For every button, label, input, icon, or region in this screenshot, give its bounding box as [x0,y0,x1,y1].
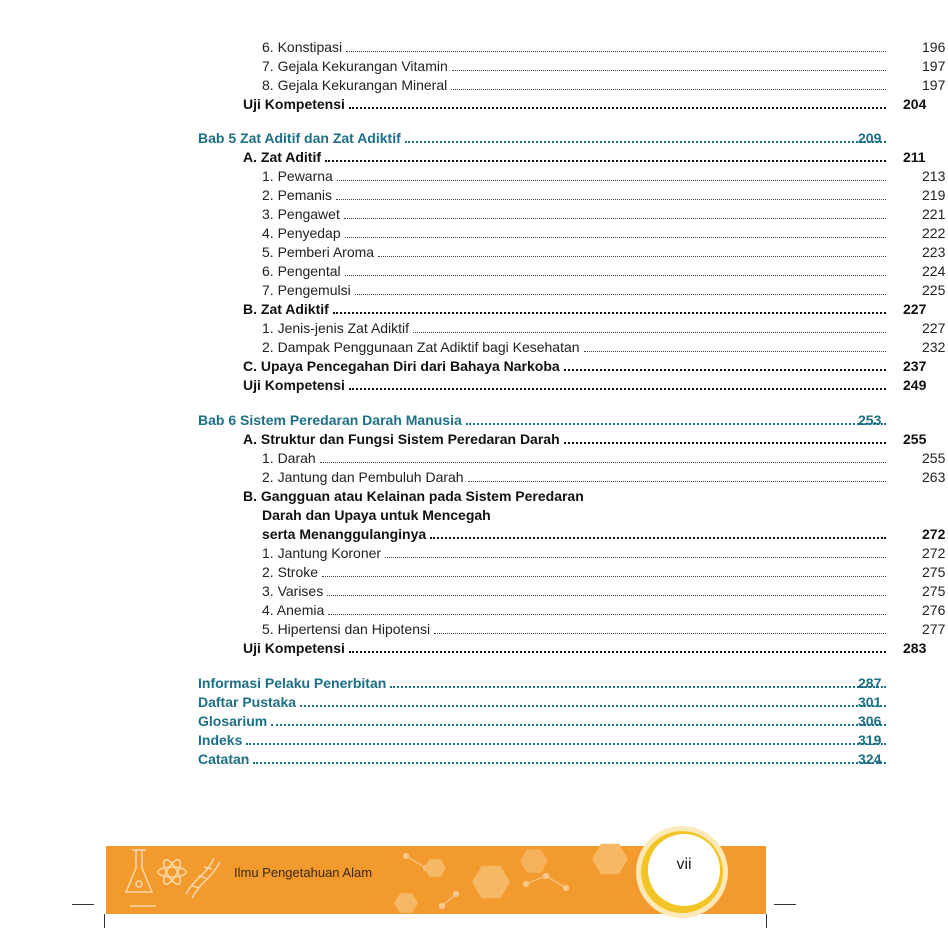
leader-dots [328,602,886,615]
leader-dots [253,750,886,764]
toc-entry[interactable] [262,620,946,638]
toc-entry[interactable] [262,449,946,467]
toc-section-page: 255 [903,431,927,447]
leader-dots [385,545,886,558]
leader-dots [413,320,886,333]
toc-entry[interactable] [262,224,946,242]
toc-section[interactable] [243,357,928,375]
toc-section-page: 227 [903,301,927,317]
crop-mark [72,904,94,905]
crop-mark [774,904,796,905]
leader-dots [333,300,886,314]
toc-entry-page: 263 [922,469,946,485]
toc-entry[interactable] [262,582,946,600]
toc-entry[interactable] [262,76,946,94]
leader-dots [430,525,886,539]
toc-section-title: serta Menanggulanginya [262,526,427,542]
toc-entry-page: 277 [922,621,946,637]
toc-entry-page: 255 [922,450,946,466]
toc-entry[interactable] [262,281,946,299]
toc-entry[interactable] [262,338,946,356]
toc-entry-uji-kompetensi[interactable] [243,376,928,394]
toc-chapter-title: Bab 6 Sistem Peredaran Darah Manusia [198,412,462,428]
leader-dots [564,357,886,371]
toc-entry-title: 1. Pewarna [262,168,333,184]
toc-entry-page: 223 [922,244,946,260]
toc-entry-title: 6. Konstipasi [262,39,343,55]
toc-entry-page: 283 [903,640,927,656]
leader-dots [452,58,886,71]
toc-entry-page: 197 [922,77,946,93]
leader-dots [337,168,886,181]
toc-entry-page: 232 [922,339,946,355]
toc-entry[interactable] [262,601,946,619]
toc-chapter-6[interactable] [198,411,928,429]
toc-entry-uji-kompetensi[interactable] [243,95,928,113]
leader-dots [320,450,886,463]
toc-entry-title: 2. Pemanis [262,187,333,203]
toc-entry-title: Catatan [198,751,250,767]
toc-entry-page: 276 [922,602,946,618]
toc-entry-title: 4. Penyedap [262,225,341,241]
toc-entry[interactable] [262,319,946,337]
toc-backmatter-entry[interactable] [198,674,928,692]
toc-entry-title: Indeks [198,732,243,748]
toc-section-page: 237 [903,358,927,374]
toc-entry-page: 306 [858,713,882,729]
toc-entry-page: 221 [922,206,946,222]
leader-dots [355,282,886,295]
crop-mark [104,914,105,928]
toc-entry-title: 1. Darah [262,450,316,466]
toc-entry-title: 8. Gejala Kekurangan Mineral [262,77,448,93]
toc-entry[interactable] [262,167,946,185]
leader-dots [564,430,886,444]
toc-entry[interactable] [262,563,946,581]
leader-dots [271,712,886,726]
toc-entry-page: 272 [922,545,946,561]
toc-chapter-5[interactable] [198,129,928,147]
toc-entry-page: 249 [903,377,927,393]
toc-entry-title: 3. Pengawet [262,206,340,222]
toc-section-line[interactable]: B. Gangguan atau Kelainan pada Sistem Peredaran [243,488,584,504]
toc-entry-page: 324 [858,751,882,767]
toc-entry[interactable] [262,57,946,75]
toc-entry[interactable] [262,243,946,261]
leader-dots [336,187,886,200]
leader-dots [390,674,886,688]
toc-section-title: A. Struktur dan Fungsi Sistem Peredaran Darah [243,431,560,447]
toc-entry-title: 2. Stroke [262,564,319,580]
leader-dots [349,376,886,390]
toc-entry-page: 227 [922,320,946,336]
toc-entry[interactable] [262,468,946,486]
leader-dots [345,225,886,238]
toc-entry-page: 197 [922,58,946,74]
toc-entry-title: 5. Hipertensi dan Hipotensi [262,621,431,637]
toc-entry-page: 219 [922,187,946,203]
leader-dots [345,263,886,276]
toc-backmatter-entry[interactable] [198,750,928,768]
toc-entry-page: 301 [858,694,882,710]
toc-backmatter-entry[interactable] [198,731,928,749]
leader-dots [468,469,886,482]
toc-entry-title: 6. Pengental [262,263,341,279]
toc-entry-title: 2. Jantung dan Pembuluh Darah [262,469,464,485]
toc-entry-page: 275 [922,564,946,580]
toc-entry-title: Uji Kompetensi [243,96,345,112]
leader-dots [584,339,886,352]
toc-entry[interactable] [262,38,946,56]
toc-section-title: B. Zat Adiktif [243,301,329,317]
toc-section[interactable] [243,300,928,318]
toc-entry[interactable] [262,205,946,223]
leader-dots [300,693,886,707]
page-number: vii [676,856,692,873]
toc-section[interactable] [243,430,928,448]
leader-dots [378,244,886,257]
toc-backmatter-entry[interactable] [198,712,928,730]
toc-backmatter-entry[interactable] [198,693,928,711]
toc-entry-page: 225 [922,282,946,298]
page-number-badge [648,834,720,906]
book-title: Ilmu Pengetahuan Alam [234,865,373,880]
toc-entry-title: Uji Kompetensi [243,640,345,656]
toc-chapter-page: 253 [858,412,882,428]
leader-dots [327,583,886,596]
leader-dots [325,148,886,162]
toc-section-title: A. Zat Aditif [243,149,322,165]
toc-entry[interactable] [262,544,946,562]
leader-dots [344,206,886,219]
leader-dots [451,77,886,90]
toc-entry-title: 1. Jenis-jenis Zat Adiktif [262,320,410,336]
leader-dots [246,731,886,745]
toc-entry-title: 3. Varises [262,583,324,599]
toc-entry-title: 2. Dampak Penggunaan Zat Adiktif bagi Kesehatan [262,339,580,355]
toc-section-page: 211 [903,149,926,165]
toc-section-line[interactable]: Darah dan Upaya untuk Mencegah [262,507,491,523]
toc-entry-page: 275 [922,583,946,599]
toc-chapter-page: 209 [858,130,882,146]
toc-entry-page: 287 [858,675,882,691]
toc-entry[interactable] [262,186,946,204]
toc-entry-title: 4. Anemia [262,602,325,618]
toc-entry-title: 7. Pengemulsi [262,282,351,298]
leader-dots [349,95,886,109]
toc-entry-title: Glosarium [198,713,268,729]
toc-entry-page: 319 [858,732,882,748]
toc-entry-page: 222 [922,225,946,241]
toc-entry-title: Daftar Pustaka [198,694,297,710]
leader-dots [466,411,886,425]
leader-dots [405,129,886,143]
toc-section[interactable] [262,525,946,543]
toc-section-page: 272 [922,526,946,542]
toc-entry-page: 213 [922,168,946,184]
toc-chapter-title: Bab 5 Zat Aditif dan Zat Adiktif [198,130,401,146]
toc-entry-uji-kompetensi[interactable] [243,639,928,657]
toc-entry-title: Informasi Pelaku Penerbitan [198,675,387,691]
toc-entry-page: 204 [903,96,927,112]
toc-entry-page: 224 [922,263,946,279]
toc-entry-title: Uji Kompetensi [243,377,345,393]
leader-dots [346,39,886,52]
toc-entry-title: 7. Gejala Kekurangan Vitamin [262,58,448,74]
toc-entry-title: 1. Jantung Koroner [262,545,382,561]
toc-section-title: C. Upaya Pencegahan Diri dari Bahaya Narkoba [243,358,560,374]
leader-dots [322,564,886,577]
leader-dots [434,621,886,634]
toc-entry[interactable] [262,262,946,280]
toc-section[interactable] [243,148,928,166]
toc-entry-title: 5. Pemberi Aroma [262,244,375,260]
leader-dots [349,639,886,653]
toc-entry-page: 196 [922,39,946,55]
crop-mark [766,914,767,928]
